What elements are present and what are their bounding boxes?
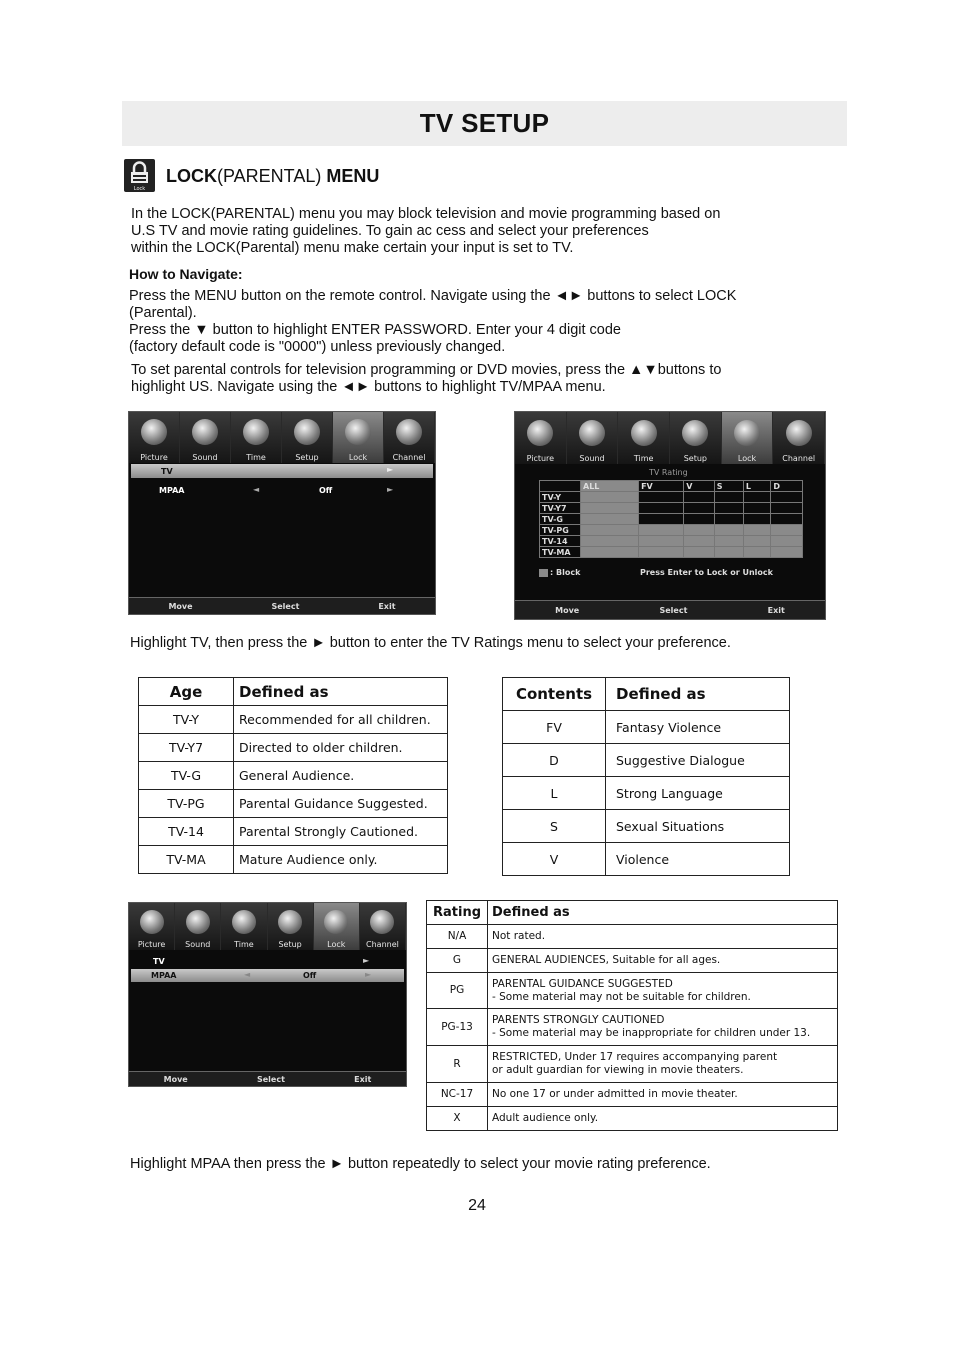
intro-line-3: within the LOCK(Parental) menu make certain your input is set to TV.: [131, 240, 574, 256]
picture-icon: Picture: [515, 412, 567, 464]
intro-line-1: In the LOCK(PARENTAL) menu you may block television and movie programming based on: [131, 206, 721, 222]
time-icon: Time: [231, 412, 282, 463]
mpaa-value: Off: [303, 971, 317, 980]
rating-defined-header: Defined as: [488, 901, 838, 925]
caption-mpaa: Highlight MPAA then press the ► button repeatedly to select your movie rating preference.: [130, 1156, 711, 1172]
time-icon: Time: [618, 412, 670, 464]
tv-row-label: TV: [153, 957, 165, 966]
grid-row-label: TV-PG: [540, 525, 581, 536]
picture-icon: Picture: [129, 903, 175, 950]
grid-col-d: D: [771, 481, 803, 492]
how-to-heading: How to Navigate:: [129, 266, 243, 282]
age-table: [138, 677, 448, 874]
lock-badge-label: Lock: [133, 186, 146, 192]
intro-line-2: U.S TV and movie rating guidelines. To gain ac cess and select your preferences: [131, 223, 649, 239]
sound-icon: Sound: [567, 412, 619, 464]
legend-block: : Block: [550, 568, 581, 577]
bottom-help-bar: [129, 597, 435, 614]
grid-col-l: L: [743, 481, 770, 492]
tv-row-arrow: ►: [387, 465, 394, 474]
table-row: TV-Y Recommended for all children.: [139, 706, 448, 734]
setup-icon: Setup: [670, 412, 722, 464]
mpaa-row-label: MPAA: [159, 486, 185, 495]
lock-icon: [124, 159, 155, 192]
table-row: X Adult audience only.: [427, 1107, 838, 1131]
sound-icon: Sound: [180, 412, 231, 463]
page-title: TV SETUP: [419, 108, 550, 138]
table-row: N/A Not rated.: [427, 925, 838, 949]
caption-tv: Highlight TV, then press the ► button to enter the TV Ratings menu to select your preference.: [130, 635, 731, 651]
tv-rating-header: TV Rating: [649, 468, 688, 477]
exit-hint: Exit: [354, 1074, 372, 1084]
sound-icon: Sound: [175, 903, 221, 950]
page-number: 24: [468, 1197, 486, 1214]
menu-icon-row-3: [129, 903, 406, 950]
grid-col-s: S: [714, 481, 743, 492]
grid-col-fv: FV: [639, 481, 684, 492]
navigate-line-3: Press the ▼ button to highlight ENTER PASSWORD. Enter your 4 digit code: [129, 322, 621, 338]
picture-icon: Picture: [129, 412, 180, 463]
lock-menu-screenshot: [128, 411, 436, 615]
age-defined-header: Defined as: [234, 678, 448, 706]
table-row: TV-Y7 Directed to older children.: [139, 734, 448, 762]
navigate-line-2: (Parental).: [129, 305, 197, 321]
grid-row-label: TV-Y: [540, 492, 581, 503]
menu-icon-row: [129, 412, 435, 463]
table-row: V Violence: [503, 843, 790, 876]
mpaa-left-arrow: ◄: [253, 485, 260, 494]
bottom-help-bar: [515, 600, 825, 619]
table-row: TV-PG Parental Guidance Suggested.: [139, 790, 448, 818]
exit-hint: Exit: [767, 605, 785, 615]
rating-header: Rating: [427, 901, 488, 925]
table-row: FV Fantasy Violence: [503, 711, 790, 744]
exit-hint: Exit: [378, 601, 396, 611]
lock-tab-icon: Lock: [333, 412, 384, 463]
table-row: NC-17 No one 17 or under admitted in movie theater.: [427, 1083, 838, 1107]
tv-row-arrow: ►: [363, 956, 370, 965]
tv-row-label: TV: [161, 467, 173, 476]
table-row: TV-14 Parental Strongly Cautioned.: [139, 818, 448, 846]
table-row: TV-G General Audience.: [139, 762, 448, 790]
mpaa-table: [426, 900, 838, 1131]
move-hint: Move: [163, 1074, 188, 1084]
set-controls-line-1: To set parental controls for television programming or DVD movies, press the ▲▼buttons to: [131, 362, 722, 378]
table-row: S Sexual Situations: [503, 810, 790, 843]
setup-icon: Setup: [268, 903, 314, 950]
grid-row-label: TV-14: [540, 536, 581, 547]
contents-table: [502, 677, 790, 876]
grid-row-label: TV-MA: [540, 547, 581, 558]
table-row: L Strong Language: [503, 777, 790, 810]
table-row: G GENERAL AUDIENCES, Suitable for all ages.: [427, 949, 838, 973]
select-hint: Select: [256, 1074, 285, 1084]
page-title-bar: [122, 101, 847, 146]
set-controls-line-2: highlight US. Navigate using the ◄► buttons to highlight TV/MPAA menu.: [131, 379, 606, 395]
rating-grid: [539, 480, 803, 558]
lock-tab-icon: Lock: [722, 412, 774, 464]
grid-col-v: V: [684, 481, 714, 492]
grid-row-label: TV-Y7: [540, 503, 581, 514]
table-row: PG PARENTAL GUIDANCE SUGGESTED - Some material may not be suitable for children.: [427, 973, 838, 1009]
menu-icon-row-2: [515, 412, 825, 464]
move-hint: Move: [555, 605, 580, 615]
lock-tab-icon: Lock: [314, 903, 360, 950]
mpaa-left-arrow: ◄: [244, 970, 251, 979]
grid-row-label: TV-G: [540, 514, 581, 525]
section-title-paren: (PARENTAL): [217, 166, 322, 186]
setup-icon: Setup: [282, 412, 333, 463]
contents-defined-header: Defined as: [606, 678, 790, 711]
age-header: Age: [139, 678, 234, 706]
navigate-line-4: (factory default code is "0000") unless previously changed.: [129, 339, 506, 355]
section-title-lock: LOCK: [166, 166, 217, 186]
mpaa-value: Off: [319, 486, 333, 495]
channel-icon: Channel: [360, 903, 406, 950]
section-title: [166, 166, 379, 187]
select-hint: Select: [271, 601, 300, 611]
table-row: D Suggestive Dialogue: [503, 744, 790, 777]
table-row: TV-MA Mature Audience only.: [139, 846, 448, 874]
mpaa-menu-screenshot: [128, 902, 407, 1087]
block-swatch: [539, 569, 548, 577]
channel-icon: Channel: [384, 412, 435, 463]
select-hint: Select: [659, 605, 688, 615]
grid-col-all: ALL: [581, 481, 639, 492]
channel-icon: Channel: [773, 412, 825, 464]
legend-hint: Press Enter to Lock or Unlock: [640, 568, 773, 577]
contents-header: Contents: [503, 678, 606, 711]
section-title-menu: MENU: [321, 166, 380, 186]
mpaa-right-arrow: ►: [387, 485, 394, 494]
bottom-help-bar: [129, 1071, 406, 1086]
mpaa-right-arrow: ►: [365, 970, 372, 979]
table-row: PG-13 PARENTS STRONGLY CAUTIONED - Some material may be inappropriate for children under 13.: [427, 1009, 838, 1046]
move-hint: Move: [168, 601, 193, 611]
tv-rating-screenshot: [514, 411, 826, 620]
navigate-line-1: Press the MENU button on the remote control. Navigate using the ◄► buttons to select LOCK: [129, 288, 737, 304]
table-row: R RESTRICTED, Under 17 requires accompanying parent or adult guardian for viewing in movie theaters.: [427, 1046, 838, 1083]
mpaa-row-label: MPAA: [151, 971, 177, 980]
time-icon: Time: [221, 903, 267, 950]
